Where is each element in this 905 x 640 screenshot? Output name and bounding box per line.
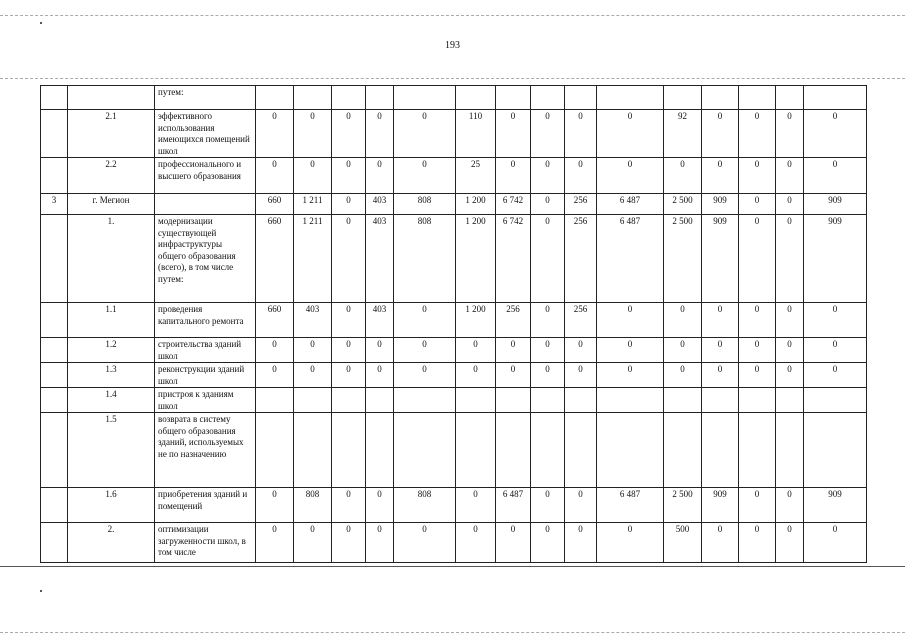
value-cell: 0 — [332, 363, 366, 388]
value-cell: 0 — [531, 523, 565, 563]
value-cell: 0 — [332, 158, 366, 194]
value-cell: 0 — [256, 488, 294, 523]
row-number-cell — [41, 413, 68, 488]
value-cell: 660 — [256, 215, 294, 303]
value-cell: 0 — [739, 110, 776, 158]
value-cell — [366, 388, 394, 413]
value-cell — [496, 388, 531, 413]
row-number-cell — [41, 488, 68, 523]
value-cell — [664, 413, 702, 488]
value-cell: 0 — [456, 363, 496, 388]
value-cell: 0 — [496, 363, 531, 388]
value-cell: 0 — [456, 523, 496, 563]
value-cell — [256, 388, 294, 413]
row-code-cell — [68, 86, 155, 110]
row-description-cell: реконструкции зданий школ — [155, 363, 256, 388]
value-cell — [776, 413, 804, 488]
value-cell: 0 — [702, 110, 739, 158]
value-cell: 1 200 — [456, 215, 496, 303]
value-cell — [739, 413, 776, 488]
value-cell: 0 — [394, 363, 456, 388]
value-cell: 2 500 — [664, 215, 702, 303]
value-cell: 0 — [456, 488, 496, 523]
value-cell: 0 — [531, 215, 565, 303]
value-cell: 0 — [531, 338, 565, 363]
value-cell: 0 — [294, 110, 332, 158]
value-cell: 660 — [256, 194, 294, 215]
value-cell: 0 — [332, 338, 366, 363]
value-cell: 1 200 — [456, 303, 496, 338]
bottom-rule — [0, 566, 905, 567]
row-code-cell: 1.3 — [68, 363, 155, 388]
table-row — [41, 158, 867, 194]
value-cell: 0 — [366, 338, 394, 363]
value-cell — [256, 413, 294, 488]
row-code-cell: 1.1 — [68, 303, 155, 338]
value-cell: 0 — [531, 488, 565, 523]
value-cell: 0 — [294, 158, 332, 194]
value-cell: 0 — [565, 363, 597, 388]
row-description-cell: приобретения зданий и помещений — [155, 488, 256, 523]
row-description-cell — [155, 194, 256, 215]
value-cell: 909 — [804, 194, 867, 215]
value-cell: 0 — [776, 215, 804, 303]
value-cell: 0 — [256, 158, 294, 194]
value-cell — [456, 413, 496, 488]
value-cell: 660 — [256, 303, 294, 338]
value-cell — [294, 86, 332, 110]
value-cell: 500 — [664, 523, 702, 563]
value-cell: 0 — [332, 488, 366, 523]
value-cell: 0 — [394, 110, 456, 158]
value-cell: 0 — [597, 303, 664, 338]
row-code-cell: 1. — [68, 215, 155, 303]
value-cell: 0 — [804, 110, 867, 158]
value-cell: 0 — [702, 523, 739, 563]
value-cell: 0 — [739, 488, 776, 523]
value-cell: 808 — [394, 194, 456, 215]
value-cell: 2 500 — [664, 194, 702, 215]
row-description-cell: оптимизации загруженности школ, в том числе — [155, 523, 256, 563]
value-cell — [366, 86, 394, 110]
value-cell — [597, 413, 664, 488]
value-cell — [776, 388, 804, 413]
value-cell — [739, 388, 776, 413]
value-cell — [496, 413, 531, 488]
value-cell: 0 — [565, 338, 597, 363]
value-cell: 6 487 — [597, 194, 664, 215]
row-code-cell: 1.5 — [68, 413, 155, 488]
value-cell: 0 — [366, 363, 394, 388]
value-cell: 0 — [776, 158, 804, 194]
value-cell: 0 — [776, 338, 804, 363]
row-number-cell: 3 — [41, 194, 68, 215]
value-cell — [394, 413, 456, 488]
row-code-cell: 2. — [68, 523, 155, 563]
value-cell: 0 — [804, 158, 867, 194]
value-cell: 0 — [702, 363, 739, 388]
table-row — [41, 413, 867, 488]
row-description-cell: возврата в систему общего образования зданий, используемых не по назначению — [155, 413, 256, 488]
value-cell: 0 — [256, 363, 294, 388]
value-cell: 909 — [702, 215, 739, 303]
value-cell: 808 — [394, 215, 456, 303]
value-cell — [804, 86, 867, 110]
value-cell: 0 — [332, 215, 366, 303]
value-cell: 909 — [702, 488, 739, 523]
value-cell: 403 — [294, 303, 332, 338]
value-cell — [702, 86, 739, 110]
value-cell: 0 — [776, 110, 804, 158]
value-cell: 0 — [366, 523, 394, 563]
value-cell: 6 487 — [597, 215, 664, 303]
value-cell — [739, 86, 776, 110]
value-cell: 0 — [256, 523, 294, 563]
value-cell: 0 — [739, 338, 776, 363]
value-cell: 256 — [565, 303, 597, 338]
value-cell: 0 — [597, 363, 664, 388]
row-description-cell: строительства зданий школ — [155, 338, 256, 363]
value-cell: 909 — [804, 488, 867, 523]
value-cell: 0 — [294, 338, 332, 363]
value-cell: 0 — [394, 158, 456, 194]
value-cell: 256 — [496, 303, 531, 338]
value-cell: 0 — [332, 194, 366, 215]
value-cell — [456, 388, 496, 413]
value-cell: 0 — [739, 194, 776, 215]
row-code-cell: 1.6 — [68, 488, 155, 523]
table-row — [41, 338, 867, 363]
value-cell — [531, 413, 565, 488]
value-cell — [565, 413, 597, 488]
value-cell: 403 — [366, 215, 394, 303]
value-cell: 0 — [776, 303, 804, 338]
value-cell — [332, 86, 366, 110]
row-code-cell: 2.2 — [68, 158, 155, 194]
value-cell: 0 — [804, 303, 867, 338]
value-cell — [294, 388, 332, 413]
value-cell: 6 487 — [496, 488, 531, 523]
row-code-cell: 2.1 — [68, 110, 155, 158]
value-cell: 909 — [702, 194, 739, 215]
row-number-cell — [41, 388, 68, 413]
value-cell — [702, 388, 739, 413]
row-code-cell: 1.4 — [68, 388, 155, 413]
value-cell: 0 — [664, 303, 702, 338]
value-cell: 1 200 — [456, 194, 496, 215]
value-cell: 0 — [776, 194, 804, 215]
value-cell: 2 500 — [664, 488, 702, 523]
value-cell: 0 — [366, 158, 394, 194]
value-cell: 0 — [366, 110, 394, 158]
value-cell: 0 — [776, 523, 804, 563]
value-cell — [565, 388, 597, 413]
value-cell — [531, 388, 565, 413]
value-cell: 0 — [256, 110, 294, 158]
row-description-cell: пристроя к зданиям школ — [155, 388, 256, 413]
value-cell — [597, 86, 664, 110]
row-number-cell — [41, 158, 68, 194]
value-cell: 0 — [739, 303, 776, 338]
row-number-cell — [41, 523, 68, 563]
value-cell — [702, 413, 739, 488]
value-cell: 808 — [294, 488, 332, 523]
row-number-cell — [41, 338, 68, 363]
value-cell — [394, 388, 456, 413]
data-table — [40, 85, 867, 563]
value-cell: 0 — [294, 363, 332, 388]
table-row — [41, 110, 867, 158]
value-cell: 0 — [597, 110, 664, 158]
row-number-cell — [41, 86, 68, 110]
value-cell — [776, 86, 804, 110]
value-cell: 0 — [332, 303, 366, 338]
value-cell: 0 — [531, 110, 565, 158]
table-row — [41, 303, 867, 338]
value-cell: 0 — [394, 523, 456, 563]
value-cell: 1 211 — [294, 194, 332, 215]
row-number-cell — [41, 110, 68, 158]
value-cell: 0 — [456, 338, 496, 363]
value-cell: 1 211 — [294, 215, 332, 303]
value-cell — [565, 86, 597, 110]
value-cell: 0 — [664, 158, 702, 194]
value-cell: 0 — [332, 523, 366, 563]
table-row — [41, 194, 867, 215]
row-code-cell: г. Мегион — [68, 194, 155, 215]
value-cell — [597, 388, 664, 413]
value-cell: 0 — [565, 110, 597, 158]
value-cell — [531, 86, 565, 110]
table-row — [41, 215, 867, 303]
value-cell: 0 — [531, 158, 565, 194]
value-cell: 0 — [366, 488, 394, 523]
value-cell — [394, 86, 456, 110]
row-number-cell — [41, 303, 68, 338]
value-cell: 0 — [394, 338, 456, 363]
value-cell: 0 — [565, 523, 597, 563]
value-cell — [366, 413, 394, 488]
value-cell: 0 — [776, 363, 804, 388]
value-cell: 0 — [702, 303, 739, 338]
value-cell: 6 487 — [597, 488, 664, 523]
value-cell: 0 — [597, 338, 664, 363]
value-cell: 0 — [597, 523, 664, 563]
value-cell: 0 — [565, 488, 597, 523]
table-row — [41, 363, 867, 388]
bottom-left-mark — [40, 590, 42, 592]
value-cell: 0 — [804, 363, 867, 388]
value-cell: 6 742 — [496, 194, 531, 215]
value-cell: 0 — [394, 303, 456, 338]
row-description-cell: модернизации существующей инфраструктуры общего образования (всего), в том числе путем: — [155, 215, 256, 303]
value-cell — [332, 388, 366, 413]
table-row — [41, 523, 867, 563]
value-cell: 256 — [565, 215, 597, 303]
bottom-scan-edge — [0, 632, 905, 633]
value-cell: 6 742 — [496, 215, 531, 303]
row-number-cell — [41, 215, 68, 303]
value-cell — [664, 86, 702, 110]
value-cell: 0 — [531, 363, 565, 388]
value-cell: 909 — [804, 215, 867, 303]
value-cell: 0 — [332, 110, 366, 158]
value-cell: 0 — [496, 110, 531, 158]
value-cell — [256, 86, 294, 110]
row-description-cell: эффективного использования имеющихся помещений школ — [155, 110, 256, 158]
row-number-cell — [41, 363, 68, 388]
value-cell: 25 — [456, 158, 496, 194]
value-cell — [804, 388, 867, 413]
header-rule — [0, 78, 905, 79]
value-cell: 0 — [776, 488, 804, 523]
top-left-mark — [40, 22, 42, 24]
value-cell: 0 — [294, 523, 332, 563]
value-cell: 403 — [366, 194, 394, 215]
value-cell: 0 — [739, 215, 776, 303]
table-row — [41, 86, 867, 110]
value-cell — [804, 413, 867, 488]
value-cell: 0 — [804, 338, 867, 363]
table-row — [41, 488, 867, 523]
value-cell: 0 — [739, 363, 776, 388]
value-cell — [496, 86, 531, 110]
value-cell: 0 — [702, 338, 739, 363]
top-scan-edge — [0, 15, 905, 16]
row-description-cell: профессионального и высшего образования — [155, 158, 256, 194]
value-cell: 0 — [597, 158, 664, 194]
row-description-cell: путем: — [155, 86, 256, 110]
value-cell: 0 — [256, 338, 294, 363]
value-cell: 0 — [804, 523, 867, 563]
value-cell: 403 — [366, 303, 394, 338]
value-cell — [294, 413, 332, 488]
value-cell — [332, 413, 366, 488]
page-number: 193 — [445, 40, 460, 51]
value-cell: 0 — [664, 363, 702, 388]
value-cell: 0 — [664, 338, 702, 363]
value-cell: 808 — [394, 488, 456, 523]
value-cell: 0 — [739, 523, 776, 563]
table-body — [41, 86, 867, 563]
row-description-cell: проведения капитального ремонта — [155, 303, 256, 338]
value-cell — [664, 388, 702, 413]
value-cell: 0 — [565, 158, 597, 194]
value-cell: 0 — [739, 158, 776, 194]
value-cell: 256 — [565, 194, 597, 215]
value-cell: 0 — [531, 194, 565, 215]
value-cell: 92 — [664, 110, 702, 158]
value-cell: 0 — [496, 158, 531, 194]
row-code-cell: 1.2 — [68, 338, 155, 363]
value-cell: 0 — [496, 338, 531, 363]
value-cell — [456, 86, 496, 110]
table-row — [41, 388, 867, 413]
value-cell: 0 — [531, 303, 565, 338]
value-cell: 110 — [456, 110, 496, 158]
value-cell: 0 — [496, 523, 531, 563]
value-cell: 0 — [702, 158, 739, 194]
